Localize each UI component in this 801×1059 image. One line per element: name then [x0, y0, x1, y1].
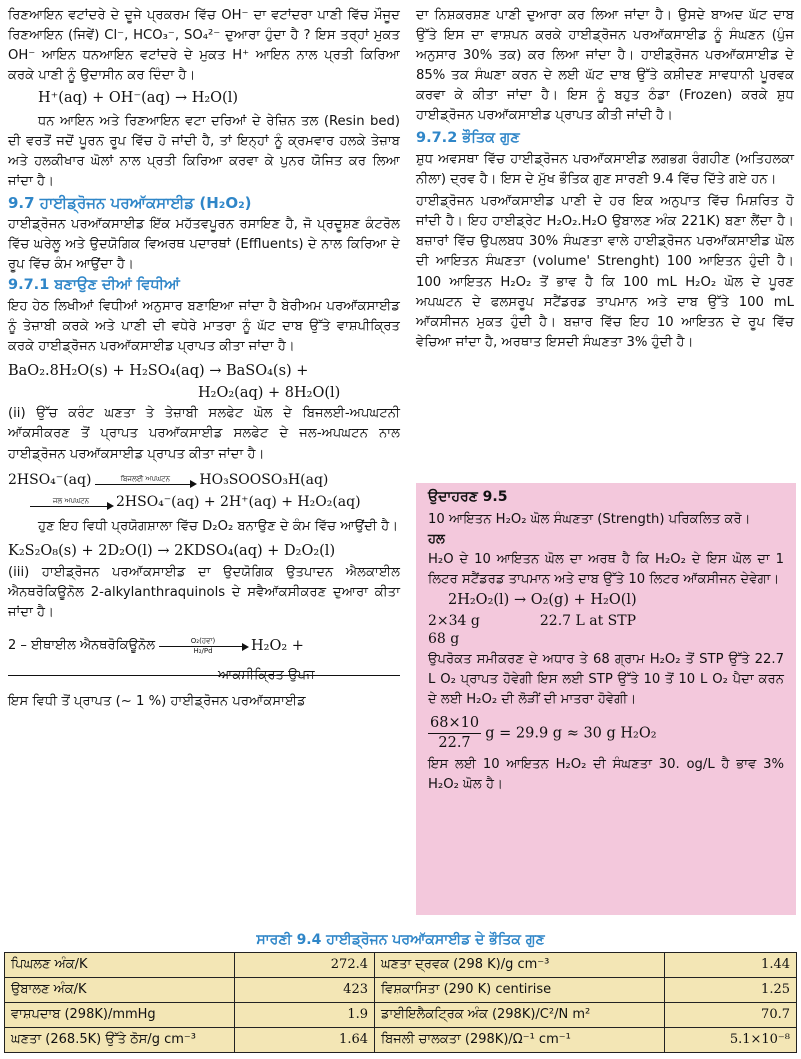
property-name: ਉਬਾਲਣ ਅੰਕ/K — [5, 978, 235, 1003]
paragraph-h2o2-intro: ਹਾਈਡ੍ਰੋਜਨ ਪਰਆੱਕਸਾਈਡ ਇੱਕ ਮਹੱਤਵਪੂਰਨ ਰਸਾਇਣ ਹੈ, ਜੋ ਪ੍ਰਦੂਸ਼ਣ ਕੰਟਰੋਲ ਵਿੱਚ ਘਰੇਲੂ ਅਤੇ ਉਦਯੋਗਿਕ ਵਿਅਰਥ ਪਦਾਰਥਾਂ (Effluents) ਦੇ ਨਾਲ ਕਿਰਿਆ ਦੇ ਰੂਪ ਵਿੱਚ ਕੰਮ ਆਉਂਦਾ ਹੈ। — [8, 216, 400, 272]
section-heading-9-7-1: 9.7.1 ਬਣਾਉਣ ਦੀਆਂ ਵਿਧੀਆਂ — [8, 276, 180, 293]
equation-barium-peroxide-line2: H₂O₂(aq) + 8H₂O(l) — [198, 384, 341, 401]
paragraph-physical-properties: ਸ਼ੁਧ ਅਵਸਥਾ ਵਿੱਚ ਹਾਈਡ੍ਰੋਜਨ ਪਰਆੱਕਸਾਈਡ ਲਗਭਗ ਰੰਗਹੀਣ (ਅਤਿਹਲਕਾ ਨੀਲਾ) ਦ੍ਰਵ ਹੈ। ਇਸ ਦੇ ਮੁੱਖ ਭੌਤਿਕ ਗੁਣ ਸਾਰਣੀ 9.4 ਵਿੱਚ ਦਿੱਤੇ ਗਏ ਹਨ। — [416, 152, 794, 188]
paragraph-d2o2-lab: ਹੁਣ ਇਹ ਵਿਧੀ ਪ੍ਰਯੋਗਸ਼ਾਲਾ ਵਿੱਚ D₂O₂ ਬਨਾਉਣ ਦੇ ਕੰਮ ਵਿੱਚ ਆਉਂਦੀ ਹੈ। — [38, 518, 399, 534]
property-value: 1.64 — [235, 1028, 375, 1053]
example-solution-text: H₂O ਦੇ 10 ਆਇਤਨ ਘੋਲ ਦਾ ਅਰਥ ਹੈ ਕਿ H₂O₂ ਦੇ ਇਸ ਘੋਲ ਦਾ 1 ਲਿਟਰ ਸਟੈਂਡਰਡ ਤਾਪਮਾਨ ਅਤੇ ਦਾਬ ਉੱਤੇ 10 ਲਿਟਰ ਆੱਕਸੀਜਨ ਦੇਵੇਗਾ। — [428, 552, 784, 588]
reaction-electrolysis — [8, 471, 400, 489]
property-name: ਵਿਸ਼ਕਾਸਿਤਾ (290 K) centirise — [375, 978, 665, 1003]
properties-table — [4, 952, 797, 1053]
reaction-anthraquinol-reactant: 2 – ਈਥਾਈਲ ਐਨਥਰੋਕਿਊਨੋਲ — [8, 638, 155, 654]
reaction-arrow — [95, 475, 195, 485]
example-solution-label: ਹਲ — [428, 532, 445, 548]
property-value: 1.25 — [665, 978, 797, 1003]
fraction-denominator: 22.7 — [438, 734, 471, 751]
reaction-anthraquinol-product: H₂O₂ + — [250, 638, 304, 655]
property-value: 5.1×10⁻⁸ — [665, 1028, 797, 1053]
example-conclusion: ਇਸ ਲਈ 10 ਆਇਤਨ H₂O₂ ਦੀ ਸੰਘਣਤਾ 30. og/L ਹੈ ਭਾਵ 3% H₂O₂ ਘੋਲ ਹੈ। — [428, 756, 784, 792]
arrow-label-oxygen: O₂(ਹਵਾ) — [190, 636, 216, 645]
table-row — [5, 953, 797, 978]
reaction-electrolysis-product: HO₃SOOSO₃H(aq) — [199, 471, 329, 488]
equation-barium-peroxide-line1: BaO₂.8H₂O(s) + H₂SO₄(aq) → BaSO₄(s) + — [8, 362, 309, 379]
property-name: ਬਿਜਲੀ ਚਾਲਕਤਾ (298K)/Ω⁻¹ cm⁻¹ — [375, 1028, 665, 1053]
arrow-label-hydrolysis: ਜਲ ਅਪਘਟਨ — [52, 496, 90, 505]
fraction-result: g = 29.9 g ≈ 30 g H₂O₂ — [485, 725, 657, 742]
table-row — [5, 978, 797, 1003]
equation-neutralization: H⁺(aq) + OH⁻(aq) → H₂O(l) — [38, 90, 238, 107]
example-box — [416, 483, 796, 915]
example-reasoning: ਉਪਰੋਕਤ ਸਮੀਕਰਣ ਦੇ ਅਧਾਰ ਤੇ 68 ਗ੍ਰਾਮ H₂O₂ ਤੋਂ STP ਉੱਤੇ 22.7 L O₂ ਪ੍ਰਾਪਤ ਹੋਵੇਗੀ ਇਸ ਲਈ STP ਉੱਤੇ 10 ਤੋਂ 10 L O₂ ਪੈਦਾ ਕਰਨ ਦੇ ਲਈ H₂O₂ ਦੀ ਲੋੜੀਂ ਦੀ ਮਾਤਰਾ ਹੋਵੇਗੀ। — [428, 651, 784, 707]
right-column — [416, 6, 794, 353]
table-row — [5, 1003, 797, 1028]
property-value: 70.7 — [665, 1003, 797, 1028]
property-name: ਡਾਈਇਲੈਕਟ੍ਰਿਕ ਅੰਕ (298K)/C²/N m² — [375, 1003, 665, 1028]
paragraph-resin-bed: ਧਨ ਆਇਨ ਅਤੇ ਰਿਣਆਇਨ ਵਟਾ ਦਰਿਆਂ ਦੇ ਰੇਜ਼ਿਨ ਤਲ (Resin bed) ਦੀ ਵਰਤੋਂ ਜਦੋਂ ਪੂਰਨ ਰੂਪ ਵਿੱਚ ਹੋ ਜਾਂਦੀ ਹੈ, ਤਾਂ ਇਨ੍ਹਾਂ ਨੂੰ ਕ੍ਰਮਵਾਰ ਹਲਕੇ ਤੇਜ਼ਾਬ ਅਤੇ ਹਲਕੀਖਾਰ ਘੋਲਾਂ ਨਾਲ ਪ੍ਰਤੀ ਕਿਰਿਆ ਕਰਵਾ ਕੇ ਪੁਨਰ ਯੋਜਿਤ ਕਰ ਲਿਆ ਜਾਂਦਾ ਹੈ। — [8, 114, 400, 190]
left-column — [8, 6, 400, 712]
example-volume: 22.7 L at STP — [539, 612, 637, 629]
paragraph-industrial-production: (iii) ਹਾਈਡ੍ਰੋਜਨ ਪਰਆੱਕਸਾਈਡ ਦਾ ਉਦਯੋਗਿਕ ਉਤਪਾਦਨ ਐਲਕਾਈਲ ਐਨਥਰੋਕਿਊਨੋਲ 2-alkylanthraquinols ਦੇ ਸਵੈਆੱਕਸੀਕਰਣ ਦੁਆਰਾ ਕੀਤਾ ਜਾਂਦਾ ਹੈ। — [8, 564, 400, 620]
section-heading-9-7: 9.7 ਹਾਈਡ੍ਰੋਜਨ ਪਰਆੱਕਸਾਈਡ (H₂O₂) — [8, 194, 252, 213]
arrow-label-hydrogen-pd: H₂/Pd — [193, 647, 213, 656]
example-fraction — [428, 714, 481, 753]
example-mass: 2×34 g — [428, 612, 480, 629]
paragraph-electrolysis-method: (ii) ਉੱਚ ਕਰੰਟ ਘਣਤਾ ਤੇ ਤੇਜ਼ਾਬੀ ਸਲਫੇਟ ਘੋਲ ਦੇ ਬਿਜਲਈ-ਅਪਘਟਨੀ ਆੱਕਸੀਕਰਣ ਤੋਂ ਪ੍ਰਾਪਤ ਪਰਆੱਕਸਾਈਡ ਸਲਫੇਟ ਦੇ ਜਲ-ਅਪਘਟਨ ਨਾਲ ਹਾਈਡ੍ਰੋਜਨ ਪਰਆੱਕਸਾਈਡ ਪ੍ਰਾਪਤ ਕੀਤਾ ਜਾਂਦਾ ਹੈ। — [8, 406, 400, 462]
fraction-numerator: 68×10 — [428, 714, 481, 734]
section-heading-9-7-2: 9.7.2 ਭੌਤਿਕ ਗੁਣ — [416, 130, 520, 147]
example-stoichiometry — [428, 612, 784, 630]
example-calculation — [428, 714, 784, 753]
divider — [8, 675, 400, 676]
arrow-label-electrolysis: ਬਿਜਲਈ ਅਪਘਟਨ — [120, 474, 171, 483]
property-value: 1.44 — [665, 953, 797, 978]
property-name: ਵਾਸ਼ਪਦਾਬ (298K)/mmHg — [5, 1003, 235, 1028]
table-title: ਸਾਰਣੀ 9.4 ਹਾਈਡ੍ਰੋਜਨ ਪਰਆੱਕਸਾਈਡ ਦੇ ਭੌਤਿਕ ਗੁਣ — [256, 932, 545, 948]
reaction-arrow — [159, 637, 247, 656]
property-name: ਘਣਤਾ (268.5K) ਉੱਤੇ ਠੋਸ/g cm⁻³ — [5, 1028, 235, 1053]
paragraph-volume-strength: ਹਾਈਡ੍ਰੋਜਨ ਪਰਆੱਕਸਾਈਡ ਪਾਣੀ ਦੇ ਹਰ ਇਕ ਅਨੁਪਾਤ ਵਿੱਚ ਮਿਸ਼ਰਿਤ ਹੋ ਜਾਂਦੀ ਹੈ। ਇਹ ਹਾਈਡ੍ਰੇਟ H₂O₂.H₂O ਉਬਾਲਣ ਅੰਕ 221K) ਬਣਾ ਲੈਂਦਾ ਹੈ। ਬਜ਼ਾਰਾਂ ਵਿੱਚ ਉਪਲਬਧ 30% ਸੰਘਣਤਾ ਵਾਲੇ ਹਾਈਡ੍ਰੋਜਨ ਪਰਆੱਕਸਾਈਡ ਘੋਲ ਦੀ ਆਇਤਨ ਸੰਘਣਤਾ (volume' Strenght) 100 ਆਇਤਨ ਹੁੰਦੀ ਹੈ। 100 ਆਇਤਨ H₂O₂ ਤੋਂ ਭਾਵ ਹੈ ਕਿ 100 mL H₂O₂ ਘੋਲ ਦੇ ਪੂਰਣ ਅਪਘਟਨ ਦੇ ਫਲਸਰੂਪ ਸਟੈਂਡਰਡ ਤਾਪਮਾਨ ਅਤੇ ਦਾਬ ਉੱਤੇ 100 mL ਆੱਕਸੀਜਨ ਮੁਕਤ ਹੁੰਦੀ ਹੈ। ਬਜ਼ਾਰ ਵਿੱਚ ਇਹ 10 ਆਇਤਨ ਦੇ ਰੂਪ ਵਿੱਚ ਵੇਚਿਆ ਜਾਂਦਾ ਹੈ, ਅਰਥਾਤ ਇਸਦੀ ਸੰਘਣਤਾ 3% ਹੁੰਦੀ ਹੈ। — [416, 194, 794, 350]
paragraph-preparation-methods: ਇਹ ਹੇਠ ਲਿਖੀਆਂ ਵਿਧੀਆਂ ਅਨੁਸਾਰ ਬਣਾਇਆ ਜਾਂਦਾ ਹੈ ਬੇਰੀਅਮ ਪਰਆੱਕਸਾਈਡ ਨੂੰ ਤੇਜ਼ਾਬੀ ਕਰਕੇ ਅਤੇ ਪਾਣੀ ਦੀ ਵਧੇਰੇ ਮਾਤਰਾ ਨੂੰ ਘੱਟ ਦਾਬ ਉੱਤੇ ਵਾਸ਼ਪੀਕ੍ਰਿਤ ਕਰਕੇ ਹਾਈਡ੍ਰੋਜਨ ਪਰਆੱਕਸਾਈਡ ਪ੍ਰਾਪਤ ਕੀਤਾ ਜਾਂਦਾ ਹੈ। — [8, 298, 400, 354]
equation-d2o2: K₂S₂O₈(s) + 2D₂O(l) → 2KDSO₄(aq) + D₂O₂(l) — [8, 543, 336, 559]
table-row — [5, 1028, 797, 1053]
example-mass-total: 68 g — [428, 631, 460, 648]
reaction-anthraquinol-byproduct: ਆਕਸੀਕ੍ਰਿਤ ਉਪਜ — [218, 668, 315, 684]
property-value: 423 — [235, 978, 375, 1003]
reaction-hydrolysis — [8, 493, 400, 511]
property-value: 272.4 — [235, 953, 375, 978]
reaction-hydrolysis-product: 2HSO₄⁻(aq) + 2H⁺(aq) + H₂O₂(aq) — [116, 493, 361, 510]
reaction-anthraquinol — [8, 637, 400, 656]
paragraph-anion-exchange: ਰਿਣਆਇਨ ਵਟਾਂਦਰੇ ਦੇ ਦੂਜੇ ਪ੍ਰਕਰਮ ਵਿੱਚ OH⁻ ਦਾ ਵਟਾਂਦਰਾ ਪਾਣੀ ਵਿੱਚ ਮੌਜੂਦ ਰਿਣਆਇਨ (ਜਿਵੇਂ) Cl⁻, HCO₃⁻, SO₄²⁻ ਦੁਆਰਾ ਹੁੰਦਾ ਹੈ ? ਇਸ ਤਰ੍ਹਾਂ ਮੁਕਤ OH⁻ ਆਇਨ ਧਨਆਇਨ ਵਟਾਂਦਰੇ ਦੇ ਮੁਕਤ H⁺ ਆਇਨ ਨਾਲ ਪ੍ਰਤੀ ਕਿਰਿਆ ਕਰਕੇ ਪਾਣੀ ਨੂੰ ਉਦਾਸੀਨ ਕਰ ਦਿੰਦਾ ਹੈ। — [8, 8, 400, 84]
property-value: 1.9 — [235, 1003, 375, 1028]
property-name: ਘਣਤਾ ਦ੍ਰਵਕ (298 K)/g cm⁻³ — [375, 953, 665, 978]
paragraph-concentration: ਦਾ ਨਿਸ਼ਕਰਸ਼ਣ ਪਾਣੀ ਦੁਆਰਾ ਕਰ ਲਿਆ ਜਾਂਦਾ ਹੈ। ਉਸਦੇ ਬਾਅਦ ਘੱਟ ਦਾਬ ਉੱਤੇ ਇਸ ਦਾ ਵਾਸ਼ਪਨ ਕਰਕੇ ਹਾਈਡ੍ਰੋਜਨ ਪਰਆੱਕਸਾਈਡ ਨੂੰ ਸੰਘਣਨ (ਪੁੰਜ ਅਨੁਸਾਰ 30% ਤਕ) ਕਰ ਲਿਆ ਜਾਂਦਾ ਹੈ। ਹਾਈਡ੍ਰੋਜਨ ਪਰਆੱਕਸਾਈਡ ਦੇ 85% ਤਕ ਸੰਘਣਾ ਕਰਨ ਦੇ ਲਈ ਘੱਟ ਦਾਬ ਉੱਤੇ ਕਸ਼ੀਦਣ ਸਾਵਧਾਨੀ ਪੂਰਵਕ ਕਰਵਾ ਕੇ ਕੀਤਾ ਜਾਂਦਾ ਹੈ। ਇਸ ਨੂੰ ਬਹੁਤ ਠੰਡਾ (Frozen) ਕਰਕੇ ਸ਼ੁਧ ਹਾਈਡ੍ਰੋਜਨ ਪਰਆੱਕਸਾਈਡ ਪ੍ਰਾਪਤ ਕੀਤੀ ਜਾਂਦੀ ਹੈ। — [416, 8, 794, 124]
example-title: ਉਦਾਹਰਣ 9.5 — [428, 489, 508, 505]
reaction-arrow — [30, 497, 112, 507]
example-question: 10 ਆਇਤਨ H₂O₂ ਘੋਲ ਸੰਘਣਤਾ (Strength) ਪਰਿਕਲਿਤ ਕਰੋ। — [428, 512, 751, 528]
example-equation: 2H₂O₂(l) → O₂(g) + H₂O(l) — [448, 592, 637, 609]
paragraph-extraction: ਇਸ ਵਿਧੀ ਤੋਂ ਪ੍ਰਾਪਤ (~ 1 %) ਹਾਈਡ੍ਰੋਜਨ ਪਰਆੱਕਸਾਈਡ — [8, 694, 306, 710]
property-name: ਪਿਘਲਣ ਅੰਕ/K — [5, 953, 235, 978]
reaction-electrolysis-reactant: 2HSO₄⁻(aq) — [8, 471, 92, 488]
